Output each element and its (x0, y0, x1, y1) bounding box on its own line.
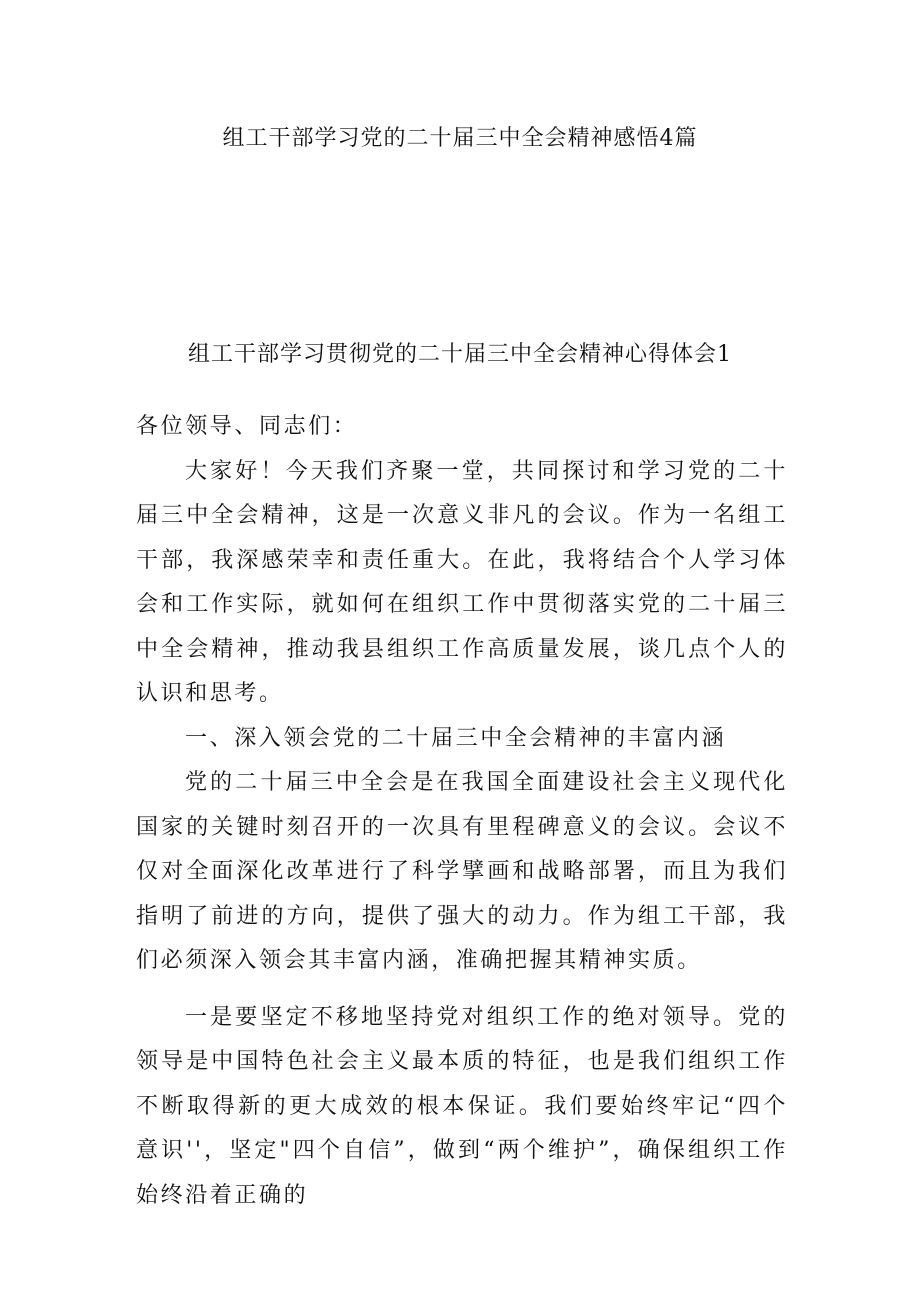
paragraph-plenum-significance: 党的二十届三中全会是在我国全面建设社会主义现代化国家的关键时刻召开的一次具有里程碑意义的会议。会议不仅对全面深化改革进行了科学擘画和战略部署，而且为我们指明了前进的方向，提供了强大的动力。作为组工干部，我们必须深入领会其丰富内涵，准确把握其精神实质。 (136, 770, 788, 973)
paragraph-heading-one: 一、深入领会党的二十届三中全会精神的丰富内涵 (185, 725, 727, 751)
paragraph-greeting: 大家好！今天我们齐聚一堂，共同探讨和学习党的二十届三中全会精神，这是一次意义非凡的会议。作为一名组工干部，我深感荣幸和责任重大。在此，我将结合个人学习体会和工作实际，就如何在组织工作中贯彻落实党的二十届三中全会精神，推动我县组织工作高质量发展，谈几点个人的认识和思考。 (136, 458, 788, 706)
paragraph-party-leadership: 一是要坚定不移地坚持党对组织工作的绝对领导。党的领导是中国特色社会主义最本质的特征，也是我们组织工作不断取得新的更大成效的根本保证。我们要始终牢记“四个意识''，坚定"四个自信”，做到“两个维护”，确保组织工作始终沿着正确的 (136, 1004, 788, 1208)
section-title: 组工干部学习贯彻党的二十届三中全会精神心得体会1 (188, 342, 732, 367)
salutation: 各位领导、同志们： (136, 414, 358, 439)
document-title: 组工干部学习党的二十届三中全会精神感悟4篇 (222, 126, 698, 151)
document-body (136, 405, 788, 1218)
